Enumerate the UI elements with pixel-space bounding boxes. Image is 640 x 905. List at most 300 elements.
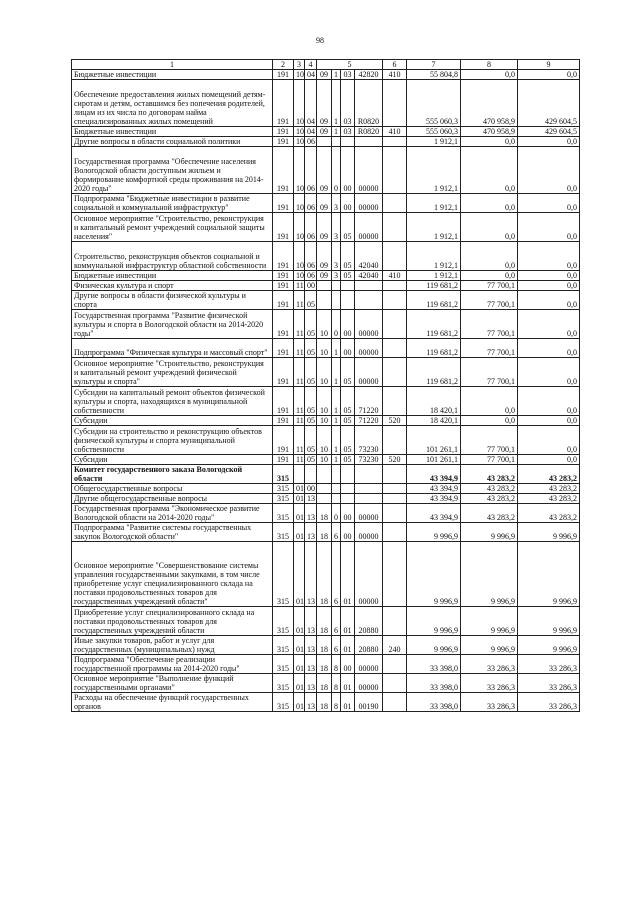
row-name: Основное мероприятие "Совершенствование системы управления государственными закупками, в том числе приобретение услуг специализированного склада на поставки продовольственных товаров для государственных учреждений области"	[72, 542, 273, 607]
value-2018: 1 912,1	[407, 242, 461, 271]
code-direction: 20880	[355, 607, 383, 636]
table-row	[72, 194, 580, 213]
code-program: 10	[317, 387, 332, 416]
code-subprogram: 3	[332, 242, 341, 271]
code-subsection: 06	[305, 147, 317, 194]
code-subsection: 06	[305, 213, 317, 242]
code-subsection: 13	[305, 523, 317, 542]
table-row	[72, 339, 580, 358]
code-section: 01	[294, 655, 305, 674]
code-subprogram: 3	[332, 194, 341, 213]
code-activity: 00	[341, 194, 355, 213]
code-direction: 20880	[355, 636, 383, 655]
code-expense-type	[383, 80, 407, 127]
code-subsection	[305, 465, 317, 484]
code-subprogram: 1	[332, 387, 341, 416]
code-admin: 191	[273, 416, 294, 426]
row-name: Другие общегосударственные вопросы	[72, 494, 273, 504]
value-2018: 9 996,9	[407, 542, 461, 607]
code-section: 10	[294, 70, 305, 80]
value-2019: 0,0	[461, 137, 518, 147]
code-subprogram	[332, 281, 341, 291]
table-row	[72, 607, 580, 636]
code-section: 10	[294, 194, 305, 213]
code-direction: R0820	[355, 127, 383, 137]
code-admin: 191	[273, 339, 294, 358]
table-body	[72, 70, 580, 712]
code-expense-type	[383, 523, 407, 542]
code-admin: 315	[273, 655, 294, 674]
value-2019: 9 996,9	[461, 636, 518, 655]
code-admin: 191	[273, 426, 294, 455]
table-row	[72, 281, 580, 291]
value-2018: 1 912,1	[407, 271, 461, 281]
value-2019: 0,0	[461, 147, 518, 194]
code-expense-type: 240	[383, 636, 407, 655]
code-admin: 315	[273, 636, 294, 655]
code-section: 01	[294, 504, 305, 523]
value-2019: 9 996,9	[461, 607, 518, 636]
code-expense-type	[383, 339, 407, 358]
table-row	[72, 291, 580, 310]
table-row	[72, 80, 580, 127]
code-program: 10	[317, 358, 332, 387]
code-activity: 00	[341, 655, 355, 674]
code-subsection: 05	[305, 291, 317, 310]
code-admin: 191	[273, 213, 294, 242]
table-row	[72, 674, 580, 693]
column-header: 9	[518, 60, 580, 70]
code-expense-type	[383, 291, 407, 310]
code-admin: 191	[273, 194, 294, 213]
code-direction: 00000	[355, 542, 383, 607]
value-2020: 9 996,9	[518, 607, 580, 636]
value-2020: 0,0	[518, 416, 580, 426]
value-2018: 1 912,1	[407, 137, 461, 147]
value-2019: 0,0	[461, 416, 518, 426]
code-expense-type	[383, 607, 407, 636]
code-subprogram: 8	[332, 674, 341, 693]
code-expense-type	[383, 674, 407, 693]
code-section: 10	[294, 147, 305, 194]
row-name: Приобретение услуг специализированного склада на поставки продовольственных товаров для государственных учреждений области	[72, 607, 273, 636]
code-direction: 00000	[355, 213, 383, 242]
code-subprogram: 0	[332, 310, 341, 339]
code-activity	[341, 484, 355, 494]
code-admin: 315	[273, 607, 294, 636]
code-program: 10	[317, 339, 332, 358]
code-admin: 315	[273, 484, 294, 494]
code-admin: 315	[273, 494, 294, 504]
column-header: 3	[294, 60, 305, 70]
column-header: 2	[273, 60, 294, 70]
row-name: Комитет государственного заказа Вологодской области	[72, 465, 273, 484]
code-section: 11	[294, 358, 305, 387]
value-2018: 43 394,9	[407, 504, 461, 523]
code-admin: 191	[273, 271, 294, 281]
code-direction	[355, 465, 383, 484]
table-row	[72, 693, 580, 712]
code-expense-type: 520	[383, 455, 407, 465]
column-header: 4	[305, 60, 317, 70]
table-row	[72, 636, 580, 655]
code-admin: 191	[273, 80, 294, 127]
code-subsection: 00	[305, 281, 317, 291]
code-activity	[341, 137, 355, 147]
code-section: 01	[294, 674, 305, 693]
table-row	[72, 455, 580, 465]
code-section: 01	[294, 523, 305, 542]
code-admin: 191	[273, 70, 294, 80]
row-name: Государственная программа "Развитие физической культуры и спорта в Вологодской области на 2014-2020 годы"	[72, 310, 273, 339]
value-2018: 18 420,1	[407, 416, 461, 426]
row-name: Подпрограмма "Развитие системы государственных закупок Вологодской области"	[72, 523, 273, 542]
code-admin: 191	[273, 137, 294, 147]
table-row	[72, 70, 580, 80]
value-2018: 101 261,1	[407, 455, 461, 465]
code-activity: 00	[341, 339, 355, 358]
code-subprogram: 1	[332, 127, 341, 137]
budget-table	[71, 59, 580, 712]
value-2019: 77 700,1	[461, 310, 518, 339]
table-row	[72, 655, 580, 674]
code-admin: 315	[273, 523, 294, 542]
table-row	[72, 310, 580, 339]
code-subsection: 05	[305, 339, 317, 358]
value-2018: 101 261,1	[407, 426, 461, 455]
code-activity: 00	[341, 523, 355, 542]
code-activity: 00	[341, 147, 355, 194]
code-direction: 00000	[355, 339, 383, 358]
code-program: 09	[317, 194, 332, 213]
code-program: 18	[317, 674, 332, 693]
table-row	[72, 242, 580, 271]
value-2020: 0,0	[518, 194, 580, 213]
code-expense-type	[383, 655, 407, 674]
table-row	[72, 387, 580, 416]
code-direction: 42040	[355, 271, 383, 281]
value-2018: 1 912,1	[407, 213, 461, 242]
code-subsection: 00	[305, 484, 317, 494]
code-subprogram: 1	[332, 339, 341, 358]
code-direction: 73230	[355, 426, 383, 455]
code-direction: 00190	[355, 693, 383, 712]
code-activity: 03	[341, 127, 355, 137]
row-name: Обеспечение предоставления жилых помещений детям-сиротам и детям, оставшимся без попечения родителей, лицам из их числа по договорам найма специализированных жилых помещений	[72, 80, 273, 127]
code-admin: 315	[273, 465, 294, 484]
row-name: Подпрограмма "Обеспечение реализации государственной программы на 2014-2020 годы"	[72, 655, 273, 674]
row-name: Государственная программа "Экономическое развитие Вологодской области на 2014-2020 годы"	[72, 504, 273, 523]
table-row	[72, 127, 580, 137]
code-subprogram: 1	[332, 70, 341, 80]
row-name: Основное мероприятие "Выполнение функций государственными органами"	[72, 674, 273, 693]
column-header: 5	[317, 60, 383, 70]
code-subprogram	[332, 494, 341, 504]
code-expense-type	[383, 147, 407, 194]
row-name: Иные закупки товаров, работ и услуг для государственных (муниципальных) нужд	[72, 636, 273, 655]
code-direction: 00000	[355, 504, 383, 523]
code-subprogram: 0	[332, 147, 341, 194]
row-name: Субсидии на капитальный ремонт объектов физической культуры и спорта, находящихся в муниципальной собственности	[72, 387, 273, 416]
code-section: 11	[294, 455, 305, 465]
code-admin: 191	[273, 147, 294, 194]
code-admin: 315	[273, 504, 294, 523]
code-activity: 05	[341, 387, 355, 416]
code-direction: 00000	[355, 147, 383, 194]
code-direction	[355, 291, 383, 310]
code-expense-type	[383, 504, 407, 523]
code-section: 11	[294, 310, 305, 339]
code-admin: 191	[273, 291, 294, 310]
value-2020: 9 996,9	[518, 542, 580, 607]
code-activity	[341, 465, 355, 484]
code-expense-type	[383, 693, 407, 712]
code-admin: 191	[273, 281, 294, 291]
row-name: Другие вопросы в области физической культуры и спорта	[72, 291, 273, 310]
code-subprogram	[332, 137, 341, 147]
value-2018: 119 681,2	[407, 281, 461, 291]
code-activity: 03	[341, 80, 355, 127]
code-subprogram: 1	[332, 358, 341, 387]
value-2018: 119 681,2	[407, 291, 461, 310]
value-2018: 18 420,1	[407, 387, 461, 416]
code-subprogram: 3	[332, 213, 341, 242]
value-2018: 9 996,9	[407, 636, 461, 655]
code-admin: 315	[273, 693, 294, 712]
code-subsection: 06	[305, 194, 317, 213]
table-row	[72, 523, 580, 542]
value-2019: 0,0	[461, 387, 518, 416]
code-activity: 01	[341, 693, 355, 712]
code-section: 10	[294, 137, 305, 147]
code-direction: 71220	[355, 416, 383, 426]
code-subprogram: 3	[332, 271, 341, 281]
code-admin: 191	[273, 127, 294, 137]
value-2019: 43 283,2	[461, 484, 518, 494]
code-section: 10	[294, 127, 305, 137]
code-subsection: 06	[305, 271, 317, 281]
value-2020: 0,0	[518, 137, 580, 147]
code-section: 11	[294, 426, 305, 455]
code-expense-type: 410	[383, 127, 407, 137]
code-admin: 191	[273, 387, 294, 416]
value-2019: 470 958,9	[461, 80, 518, 127]
code-section: 11	[294, 281, 305, 291]
value-2020: 0,0	[518, 310, 580, 339]
code-admin: 315	[273, 542, 294, 607]
code-direction: 00000	[355, 310, 383, 339]
code-activity: 01	[341, 636, 355, 655]
code-program: 18	[317, 655, 332, 674]
value-2018: 43 394,9	[407, 484, 461, 494]
code-subsection: 13	[305, 636, 317, 655]
code-section: 11	[294, 339, 305, 358]
row-name: Физическая культура и спорт	[72, 281, 273, 291]
code-subsection: 05	[305, 416, 317, 426]
value-2020: 33 286,3	[518, 655, 580, 674]
code-subprogram: 1	[332, 80, 341, 127]
value-2020: 429 604,5	[518, 127, 580, 137]
code-program: 10	[317, 310, 332, 339]
code-direction: 00000	[355, 674, 383, 693]
value-2019: 77 700,1	[461, 426, 518, 455]
code-program: 18	[317, 693, 332, 712]
code-activity: 05	[341, 416, 355, 426]
code-section: 10	[294, 213, 305, 242]
code-program: 18	[317, 542, 332, 607]
value-2019: 77 700,1	[461, 358, 518, 387]
code-subprogram: 1	[332, 416, 341, 426]
code-section: 11	[294, 416, 305, 426]
value-2020: 0,0	[518, 70, 580, 80]
code-activity	[341, 494, 355, 504]
table-row	[72, 147, 580, 194]
code-subprogram: 6	[332, 607, 341, 636]
value-2019: 9 996,9	[461, 523, 518, 542]
code-subprogram: 1	[332, 426, 341, 455]
code-direction	[355, 281, 383, 291]
table-row	[72, 542, 580, 607]
value-2019: 77 700,1	[461, 455, 518, 465]
code-expense-type	[383, 137, 407, 147]
code-subsection: 13	[305, 542, 317, 607]
row-name: Государственная программа "Обеспечение населения Вологодской области доступным жильем и формирование комфортной среды проживания на 2014-2020 годы"	[72, 147, 273, 194]
value-2020: 0,0	[518, 213, 580, 242]
code-program	[317, 465, 332, 484]
value-2020: 0,0	[518, 291, 580, 310]
code-subprogram: 6	[332, 542, 341, 607]
value-2019: 0,0	[461, 70, 518, 80]
code-program: 18	[317, 636, 332, 655]
code-activity	[341, 291, 355, 310]
code-subprogram: 8	[332, 693, 341, 712]
value-2018: 1 912,1	[407, 194, 461, 213]
value-2020: 33 286,3	[518, 674, 580, 693]
row-name: Подпрограмма "Физическая культура и массовый спорт"	[72, 339, 273, 358]
code-direction: 42040	[355, 242, 383, 271]
value-2019: 33 286,3	[461, 674, 518, 693]
code-subsection: 13	[305, 607, 317, 636]
code-expense-type: 410	[383, 271, 407, 281]
code-section: 10	[294, 242, 305, 271]
code-direction: 73230	[355, 455, 383, 465]
value-2018: 555 060,3	[407, 127, 461, 137]
code-subprogram: 8	[332, 655, 341, 674]
code-subprogram: 6	[332, 523, 341, 542]
value-2020: 0,0	[518, 358, 580, 387]
code-section: 01	[294, 542, 305, 607]
code-activity: 00	[341, 504, 355, 523]
code-admin: 315	[273, 674, 294, 693]
row-name: Бюджетные инвестиции	[72, 271, 273, 281]
code-activity	[341, 281, 355, 291]
value-2018: 43 394,9	[407, 465, 461, 484]
column-header: 8	[461, 60, 518, 70]
code-section: 11	[294, 387, 305, 416]
value-2019: 43 283,2	[461, 465, 518, 484]
code-activity: 05	[341, 213, 355, 242]
code-expense-type	[383, 542, 407, 607]
value-2020: 0,0	[518, 271, 580, 281]
code-program	[317, 281, 332, 291]
table-row	[72, 426, 580, 455]
code-expense-type	[383, 242, 407, 271]
row-name: Расходы на обеспечение функций государственных органов	[72, 693, 273, 712]
code-subprogram: 6	[332, 636, 341, 655]
value-2020: 0,0	[518, 455, 580, 465]
value-2020: 0,0	[518, 387, 580, 416]
code-program	[317, 494, 332, 504]
table-row	[72, 213, 580, 242]
table-row	[72, 494, 580, 504]
code-expense-type	[383, 494, 407, 504]
code-program: 10	[317, 426, 332, 455]
value-2019: 33 286,3	[461, 693, 518, 712]
code-expense-type	[383, 387, 407, 416]
code-program: 09	[317, 70, 332, 80]
code-subsection: 05	[305, 426, 317, 455]
column-header: 7	[407, 60, 461, 70]
code-expense-type	[383, 426, 407, 455]
code-admin: 191	[273, 358, 294, 387]
code-section: 01	[294, 484, 305, 494]
code-section: 10	[294, 80, 305, 127]
value-2019: 43 283,2	[461, 504, 518, 523]
code-program: 09	[317, 271, 332, 281]
code-activity: 01	[341, 542, 355, 607]
code-section: 01	[294, 693, 305, 712]
code-program: 09	[317, 213, 332, 242]
value-2019: 77 700,1	[461, 291, 518, 310]
table-row	[72, 484, 580, 494]
code-activity: 03	[341, 70, 355, 80]
value-2019: 33 286,3	[461, 655, 518, 674]
code-direction: 42820	[355, 70, 383, 80]
code-direction: 71220	[355, 387, 383, 416]
code-direction: R0820	[355, 80, 383, 127]
value-2018: 33 398,0	[407, 674, 461, 693]
code-subsection: 04	[305, 80, 317, 127]
code-subprogram	[332, 291, 341, 310]
value-2020: 9 996,9	[518, 523, 580, 542]
table-row	[72, 137, 580, 147]
code-expense-type	[383, 358, 407, 387]
value-2020: 0,0	[518, 147, 580, 194]
value-2020: 43 283,2	[518, 504, 580, 523]
value-2020: 43 283,2	[518, 465, 580, 484]
code-subsection: 13	[305, 504, 317, 523]
value-2019: 9 996,9	[461, 542, 518, 607]
code-section: 01	[294, 636, 305, 655]
code-admin: 191	[273, 242, 294, 271]
code-direction	[355, 494, 383, 504]
code-subsection: 04	[305, 70, 317, 80]
value-2018: 55 804,8	[407, 70, 461, 80]
value-2018: 555 060,3	[407, 80, 461, 127]
code-program: 18	[317, 504, 332, 523]
code-subsection: 05	[305, 387, 317, 416]
code-subsection: 05	[305, 358, 317, 387]
code-direction: 00000	[355, 655, 383, 674]
code-program	[317, 137, 332, 147]
code-section: 01	[294, 494, 305, 504]
code-direction: 00000	[355, 523, 383, 542]
value-2020: 43 283,2	[518, 484, 580, 494]
header-row	[72, 60, 580, 70]
code-subsection: 13	[305, 494, 317, 504]
value-2019: 0,0	[461, 271, 518, 281]
value-2020: 0,0	[518, 339, 580, 358]
